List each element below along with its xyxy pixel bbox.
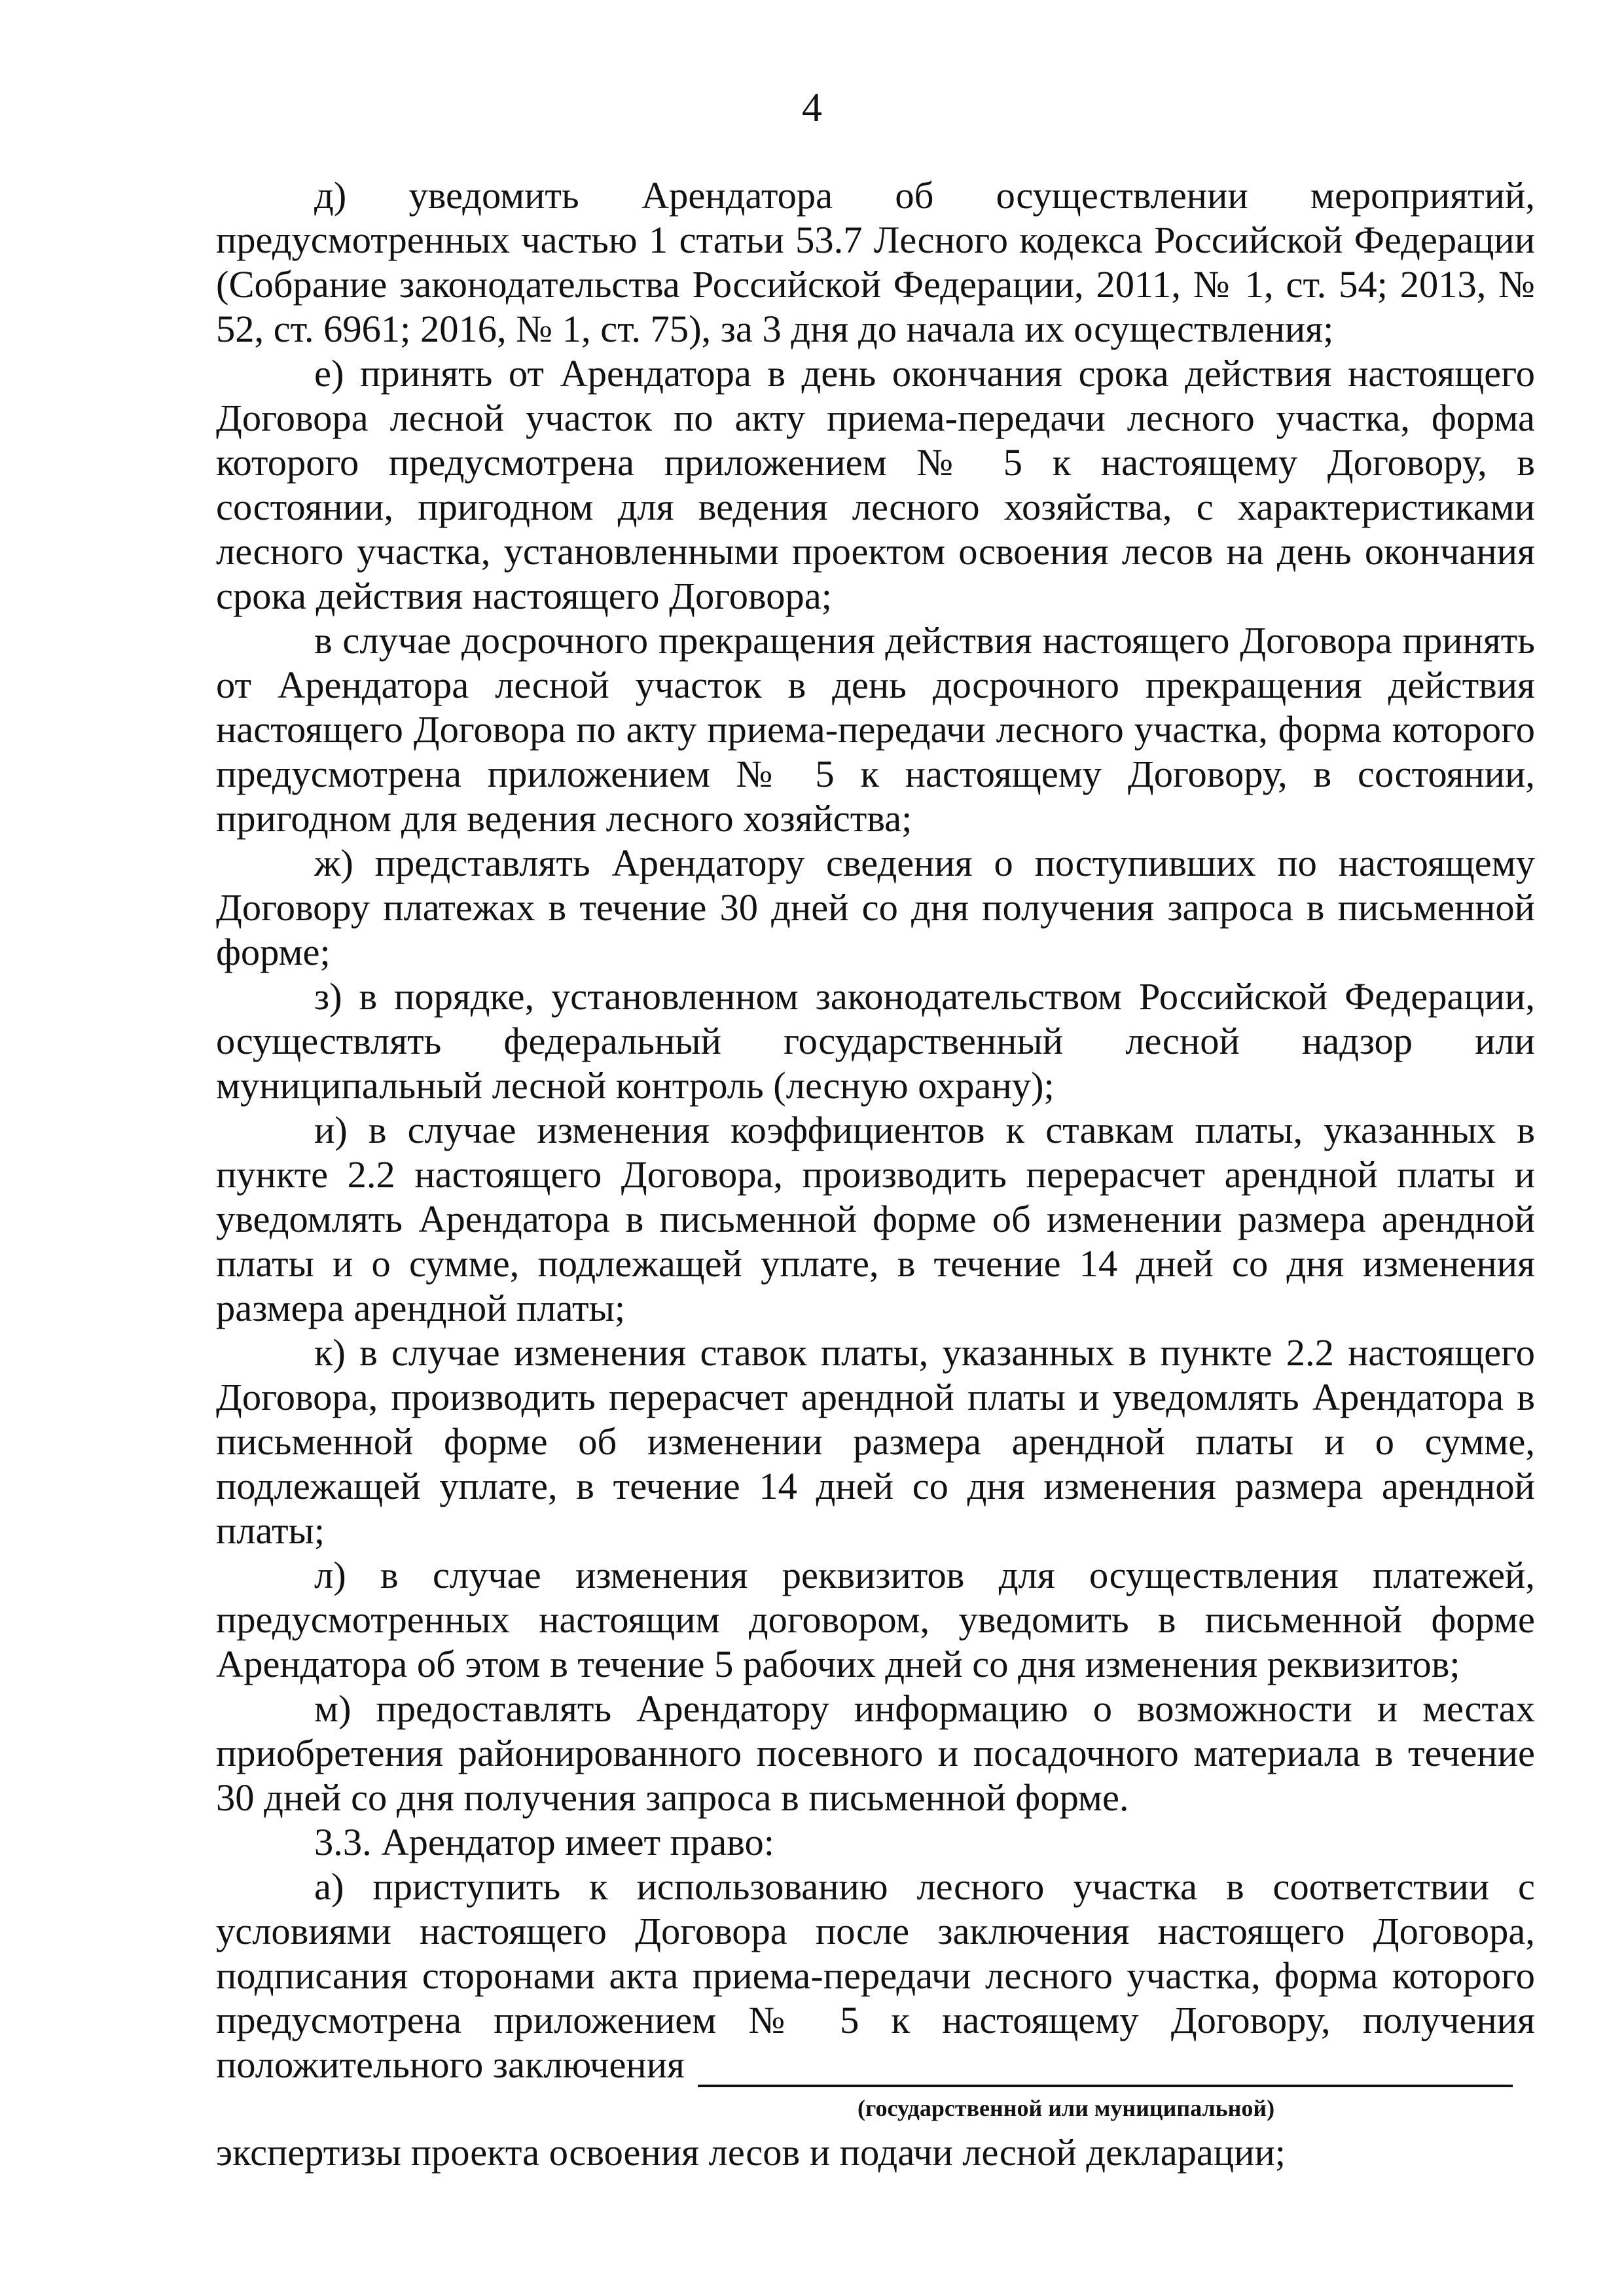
clause-l: л) в случае изменения реквизитов для осуществления платежей, предусмотренных настоящим договором, уведомить в письменной форме Арендатора об этом в течение 5 рабочих дней со дня изменения реквизитов; [216, 1554, 1535, 1685]
fill-in-lead-text: положительного заключения [216, 2043, 685, 2086]
document-body [216, 173, 1535, 2175]
clause-i: и) в случае изменения коэффициентов к ставкам платы, указанных в пункте 2.2 настоящего Договора, производить перерасчет арендной платы и уведомлять Арендатора в письменной форме об изменении размера арендной платы и о сумме, подлежащей уплате, в течение 14 дней со дня изменения размера арендной платы; [216, 1109, 1535, 1329]
page-number: 4 [802, 86, 822, 130]
clause-m: м) предоставлять Арендатору информацию о возможности и местах приобретения районированного посевного и посадочного материала в течение 30 дней со дня получения запроса в письменной форме. [216, 1687, 1535, 1819]
clause-e: е) принять от Арендатора в день окончания срока действия настоящего Договора лесной участок по акту приема-передачи лесного участка, форма которого предусмотрена приложением № 5 к настоящему Договору, в состоянии, пригодном для ведения лесного хозяйства, с характеристиками лесного участка, установленными проектом освоения лесов на день окончания срока действия настоящего Договора; [216, 352, 1535, 617]
fill-in-blank-line[interactable] [698, 2051, 1513, 2087]
clause-d: д) уведомить Арендатора об осуществлении мероприятий, предусмотренных частью 1 статьи 53.7 Лесного кодекса Российской Федерации (Собрание законодательства Российской Федерации, 2011, № 1, ст. 54; 2013, № 52, ст. 6961; 2016, № 1, ст. 75), за 3 дня до начала их осуществления; [216, 174, 1535, 350]
fill-in-continuation: экспертизы проекта освоения лесов и подачи лесной декларации; [216, 2131, 1286, 2174]
clause-zh: ж) представлять Арендатору сведения о поступивших по настоящему Договору платежах в течение 30 дней со дня получения запроса в письменной форме; [216, 842, 1535, 973]
section-3-3-heading: 3.3. Арендатор имеет право: [314, 1821, 774, 1863]
clause-a: а) приступить к использованию лесного участка в соответствии с условиями настоящего Договора после заключения настоящего Договора, подписания сторонами акта приема-передачи лесного участка, форма которого предусмотрена приложением № 5 к настоящему Договору, получения [216, 1865, 1535, 2041]
fill-in-caption: (государственной или муниципальной) [857, 2095, 1275, 2121]
fill-in-row [216, 2043, 1535, 2087]
clause-k: к) в случае изменения ставок платы, указанных в пункте 2.2 настоящего Договора, производить перерасчет арендной платы и уведомлять Арендатора в письменной форме об изменении размера арендной платы и о сумме, подлежащей уплате, в течение 14 дней со дня изменения размера арендной платы; [216, 1331, 1535, 1552]
clause-z: з) в порядке, установленном законодательством Российской Федерации, осуществлять федеральный государственный лесной надзор или муниципальный лесной контроль (лесную охрану); [216, 975, 1535, 1107]
clause-e-early-termination: в случае досрочного прекращения действия настоящего Договора принять от Арендатора лесной участок в день досрочного прекращения действия настоящего Договора по акту приема-передачи лесного участка, форма которого предусмотрена приложением № 5 к настоящему Договору, в состоянии, пригодном для ведения лесного хозяйства; [216, 619, 1535, 840]
